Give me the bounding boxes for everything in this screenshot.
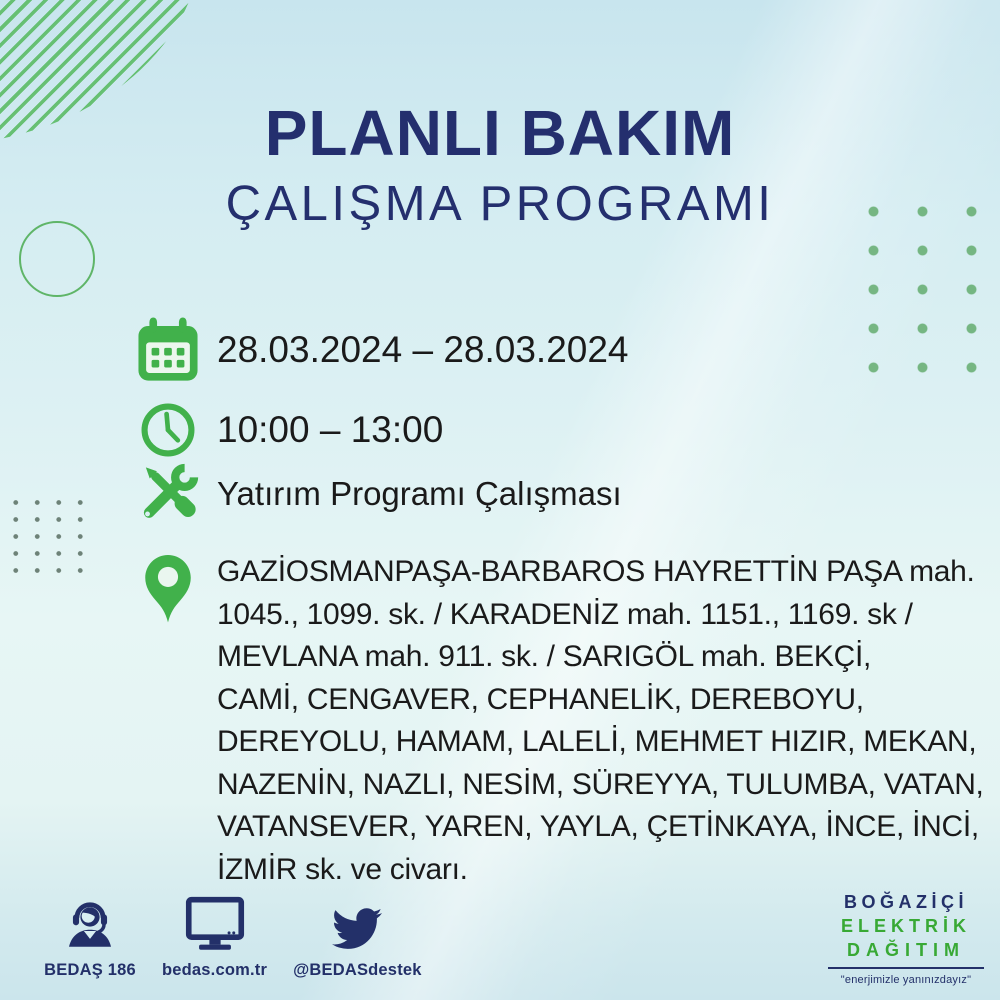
location-line: VATANSEVER, YAREN, YAYLA, ÇETİNKAYA, İNCE, İNCİ, [217, 810, 979, 843]
contact-website-label: bedas.com.tr [162, 961, 268, 979]
location-text [217, 551, 984, 891]
contact-call-center [44, 894, 136, 980]
logo-divider [828, 967, 984, 969]
dot-grid-decoration-left [5, 494, 91, 582]
contact-website [162, 894, 267, 980]
contact-twitter [293, 894, 422, 980]
tools-icon [131, 463, 205, 525]
work-type: Yatırım Programı Çalışması [217, 475, 622, 512]
bedas-logo [822, 892, 990, 986]
location-line: 1045., 1099. sk. / KARADENİZ mah. 1151., 1169. sk / [217, 597, 913, 631]
footer-contacts [44, 894, 422, 980]
contact-twitter-label: @BEDASdestek [293, 961, 422, 979]
map-pin-icon [131, 545, 205, 642]
time-row [131, 398, 443, 462]
location-line: NAZENİN, NAZLI, NESİM, SÜREYYA, TULUMBA, VATAN, [217, 767, 984, 801]
location-line: İZMİR sk. ve civarı. [217, 852, 468, 886]
location-line: MEVLANA mah. 911. sk. / SARIGÖL mah. BEKÇİ, [217, 640, 872, 673]
contact-call-center-label: BEDAŞ 186 [44, 961, 136, 979]
calendar-icon [131, 313, 205, 387]
location-row [131, 545, 984, 891]
work-type-row [131, 461, 622, 527]
header [0, 97, 1000, 232]
time-range: 10:00 – 13:00 [217, 409, 444, 450]
date-range: 28.03.2024 – 28.03.2024 [217, 329, 629, 370]
twitter-icon [330, 894, 384, 952]
clock-icon [131, 400, 205, 460]
logo-tagline: "enerjimizle yanınızdayız" [840, 974, 972, 986]
location-line: GAZİOSMANPAŞA-BARBAROS HAYRETTİN PAŞA mah. [217, 555, 975, 588]
date-row [131, 310, 629, 390]
logo-line-bogazici: BOĞAZİÇİ [844, 892, 968, 912]
logo-line-elektrik: ELEKTRİK [841, 916, 971, 936]
circle-outline-decoration [19, 221, 95, 297]
location-line: CAMİ, CENGAVER, CEPHANELİK, DEREBOYU, [217, 682, 864, 716]
logo-line-dagitim: DAĞITIM [847, 940, 965, 960]
page-title: PLANLI BAKIM [264, 97, 736, 169]
monitor-icon [185, 894, 245, 952]
location-line: DEREYOLU, HAMAM, LALELİ, MEHMET HIZIR, MEKAN, [217, 725, 977, 758]
page-subtitle: ÇALIŞMA PROGRAMI [225, 177, 775, 232]
headset-agent-icon [62, 894, 118, 952]
